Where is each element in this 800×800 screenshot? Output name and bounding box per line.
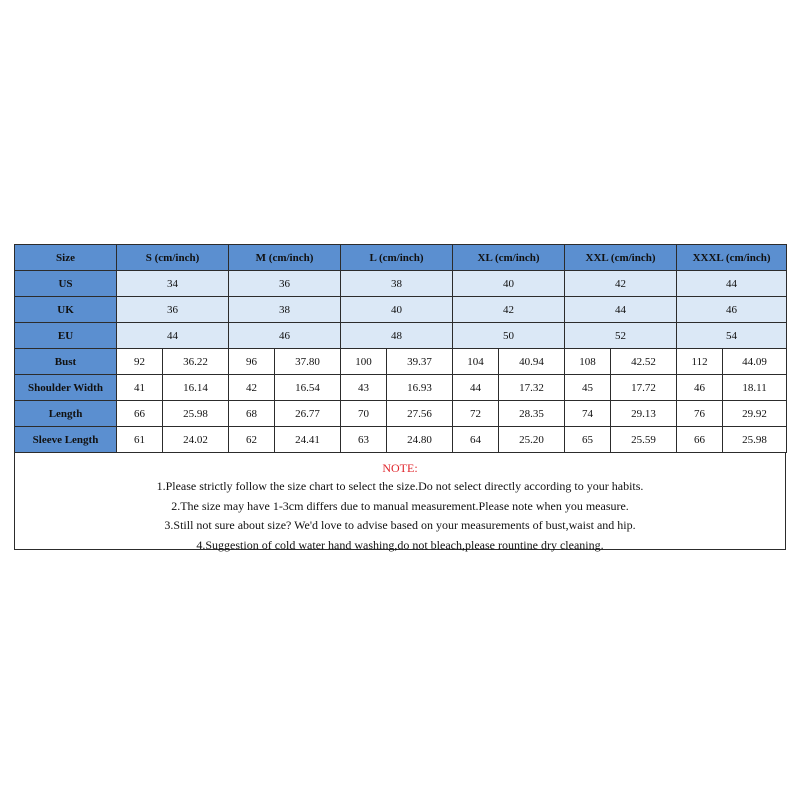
row-label: Sleeve Length (15, 427, 117, 453)
header-size-label: Size (15, 245, 117, 271)
inch-value: 29.92 (723, 401, 787, 427)
inch-value: 27.56 (387, 401, 453, 427)
cm-value: 63 (341, 427, 387, 453)
size-chart (14, 244, 786, 550)
inch-value: 42.52 (611, 349, 677, 375)
cm-value: 104 (453, 349, 499, 375)
inch-value: 29.13 (611, 401, 677, 427)
inch-value: 36.22 (163, 349, 229, 375)
header-size-col: XL (cm/inch) (453, 245, 565, 271)
cm-value: 112 (677, 349, 723, 375)
row-label: Bust (15, 349, 117, 375)
inch-value: 25.98 (723, 427, 787, 453)
size-value: 42 (453, 297, 565, 323)
size-table (14, 244, 787, 453)
size-value: 44 (677, 271, 787, 297)
cm-value: 65 (565, 427, 611, 453)
header-size-col: M (cm/inch) (229, 245, 341, 271)
size-value: 40 (453, 271, 565, 297)
size-value: 46 (677, 297, 787, 323)
cm-value: 70 (341, 401, 387, 427)
row-label: EU (15, 323, 117, 349)
size-value: 54 (677, 323, 787, 349)
cm-value: 108 (565, 349, 611, 375)
cm-value: 72 (453, 401, 499, 427)
table-row (15, 297, 787, 323)
inch-value: 39.37 (387, 349, 453, 375)
size-value: 44 (565, 297, 677, 323)
table-row (15, 375, 787, 401)
inch-value: 25.98 (163, 401, 229, 427)
table-row (15, 401, 787, 427)
size-value: 36 (117, 297, 229, 323)
inch-value: 25.20 (499, 427, 565, 453)
size-value: 50 (453, 323, 565, 349)
note-title: NOTE: (382, 461, 418, 475)
inch-value: 16.14 (163, 375, 229, 401)
inch-value: 24.80 (387, 427, 453, 453)
cm-value: 96 (229, 349, 275, 375)
note-line-3: 3.Still not sure about size? We'd love to advise based on your measurements of bust,waist and hip. (164, 518, 636, 532)
cm-value: 41 (117, 375, 163, 401)
cm-value: 45 (565, 375, 611, 401)
note-line-1: 1.Please strictly follow the size chart to select the size.Do not select directly according to your habits. (156, 479, 644, 493)
size-value: 46 (229, 323, 341, 349)
cm-value: 62 (229, 427, 275, 453)
cm-value: 46 (677, 375, 723, 401)
inch-value: 17.72 (611, 375, 677, 401)
inch-value: 16.54 (275, 375, 341, 401)
row-label: Shoulder Width (15, 375, 117, 401)
notes-panel (14, 453, 786, 550)
cm-value: 100 (341, 349, 387, 375)
row-label: UK (15, 297, 117, 323)
cm-value: 66 (677, 427, 723, 453)
cm-value: 42 (229, 375, 275, 401)
inch-value: 16.93 (387, 375, 453, 401)
cm-value: 92 (117, 349, 163, 375)
inch-value: 17.32 (499, 375, 565, 401)
header-size-col: L (cm/inch) (341, 245, 453, 271)
size-value: 44 (117, 323, 229, 349)
size-value: 38 (341, 271, 453, 297)
table-row (15, 349, 787, 375)
inch-value: 44.09 (723, 349, 787, 375)
table-row (15, 323, 787, 349)
cm-value: 66 (117, 401, 163, 427)
size-value: 52 (565, 323, 677, 349)
header-size-col: XXXL (cm/inch) (677, 245, 787, 271)
size-value: 36 (229, 271, 341, 297)
cm-value: 61 (117, 427, 163, 453)
header-row (15, 245, 787, 271)
inch-value: 25.59 (611, 427, 677, 453)
table-row (15, 271, 787, 297)
size-table-body (15, 245, 787, 453)
size-value: 38 (229, 297, 341, 323)
inch-value: 37.80 (275, 349, 341, 375)
size-value: 42 (565, 271, 677, 297)
inch-value: 18.11 (723, 375, 787, 401)
row-label: US (15, 271, 117, 297)
cm-value: 64 (453, 427, 499, 453)
row-label: Length (15, 401, 117, 427)
size-value: 48 (341, 323, 453, 349)
inch-value: 26.77 (275, 401, 341, 427)
size-value: 40 (341, 297, 453, 323)
size-value: 34 (117, 271, 229, 297)
inch-value: 24.41 (275, 427, 341, 453)
cm-value: 44 (453, 375, 499, 401)
note-line-2: 2.The size may have 1-3cm differs due to manual measurement.Please note when you measure. (171, 498, 629, 513)
cm-value: 43 (341, 375, 387, 401)
inch-value: 40.94 (499, 349, 565, 375)
header-size-col: XXL (cm/inch) (565, 245, 677, 271)
inch-value: 24.02 (163, 427, 229, 453)
table-row (15, 427, 787, 453)
cm-value: 76 (677, 401, 723, 427)
header-size-col: S (cm/inch) (117, 245, 229, 271)
inch-value: 28.35 (499, 401, 565, 427)
cm-value: 68 (229, 401, 275, 427)
note-line-4: 4.Suggestion of cold water hand washing,do not bleach,please rountine dry cleaning. (196, 537, 604, 552)
cm-value: 74 (565, 401, 611, 427)
